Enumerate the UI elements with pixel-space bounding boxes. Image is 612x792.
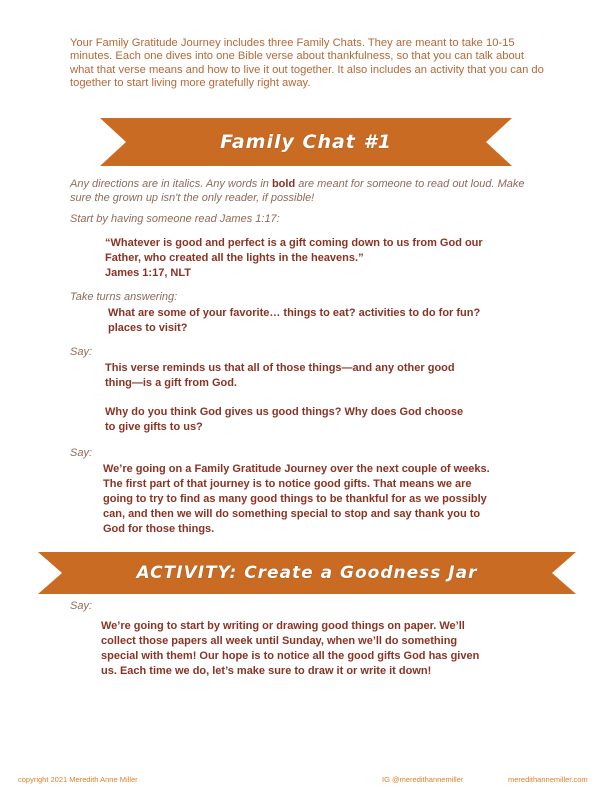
directions-part2: are meant for someone to read out loud. Make sure the grown up isn't the only reader, if possible! — [70, 178, 525, 204]
footer-website: meredithannemiller.com — [508, 775, 588, 784]
bible-verse — [105, 236, 500, 281]
say-paragraph: Why do you think God gives us good things? Why does God choose to give gifts to us? — [105, 406, 464, 433]
footer-copyright: copyright 2021 Meredith Anne Miller — [18, 775, 138, 784]
say-paragraph: This verse reminds us that all of those things—and any other good thing—is a gift from God. — [105, 362, 455, 389]
start-instruction: Start by having someone read James 1:17: — [70, 213, 280, 225]
directions-bold-word: bold — [271, 178, 296, 190]
say-paragraph: We’re going on a Family Gratitude Journey over the next couple of weeks. The first part of that journey is to notice good gifts. That means we are going to try to find as many good things to be thankful for as we possibly can, and then we will do something special to stop and say thank you to God for those things. — [103, 463, 490, 535]
directions-part1: Any directions are in italics. Any words in — [70, 178, 272, 190]
family-chat-banner — [100, 118, 512, 166]
verse-reference: James 1:17, NLT — [105, 267, 192, 279]
banner-title: Family Chat #1 — [220, 131, 392, 153]
verse-text: “Whatever is good and perfect is a gift coming down to us from God our Father, who created all the lights in the heavens.” — [105, 237, 483, 264]
directions-text — [70, 178, 540, 205]
say-label: Say: — [70, 600, 93, 612]
say-paragraph: We’re going to start by writing or drawing good things on paper. We’ll collect those papers all week until Sunday, when we’ll do something special with them! Our hope is to notice all the good gifts God has given us. Each time we do, let’s make sure to draw it or write it down! — [101, 620, 480, 677]
banner-title: ACTIVITY: Create a Goodness Jar — [136, 563, 478, 583]
favorites-question: What are some of your favorite… things to eat? activities to do for fun? places to visit? — [108, 307, 481, 334]
say-label: Say: — [70, 447, 93, 459]
footer-instagram: IG @meredithannemiller — [382, 775, 464, 784]
take-turns-label: Take turns answering: — [70, 291, 178, 303]
say-label: Say: — [70, 346, 93, 358]
intro-paragraph: Your Family Gratitude Journey includes three Family Chats. They are meant to take 10-15 minutes. Each one dives into one Bible verse about thankfulness, so that you can talk about what that verse means and how to live it out together. It also includes an activity that you can do together to start living more gratefully right away. — [70, 37, 544, 90]
activity-banner — [38, 552, 576, 594]
